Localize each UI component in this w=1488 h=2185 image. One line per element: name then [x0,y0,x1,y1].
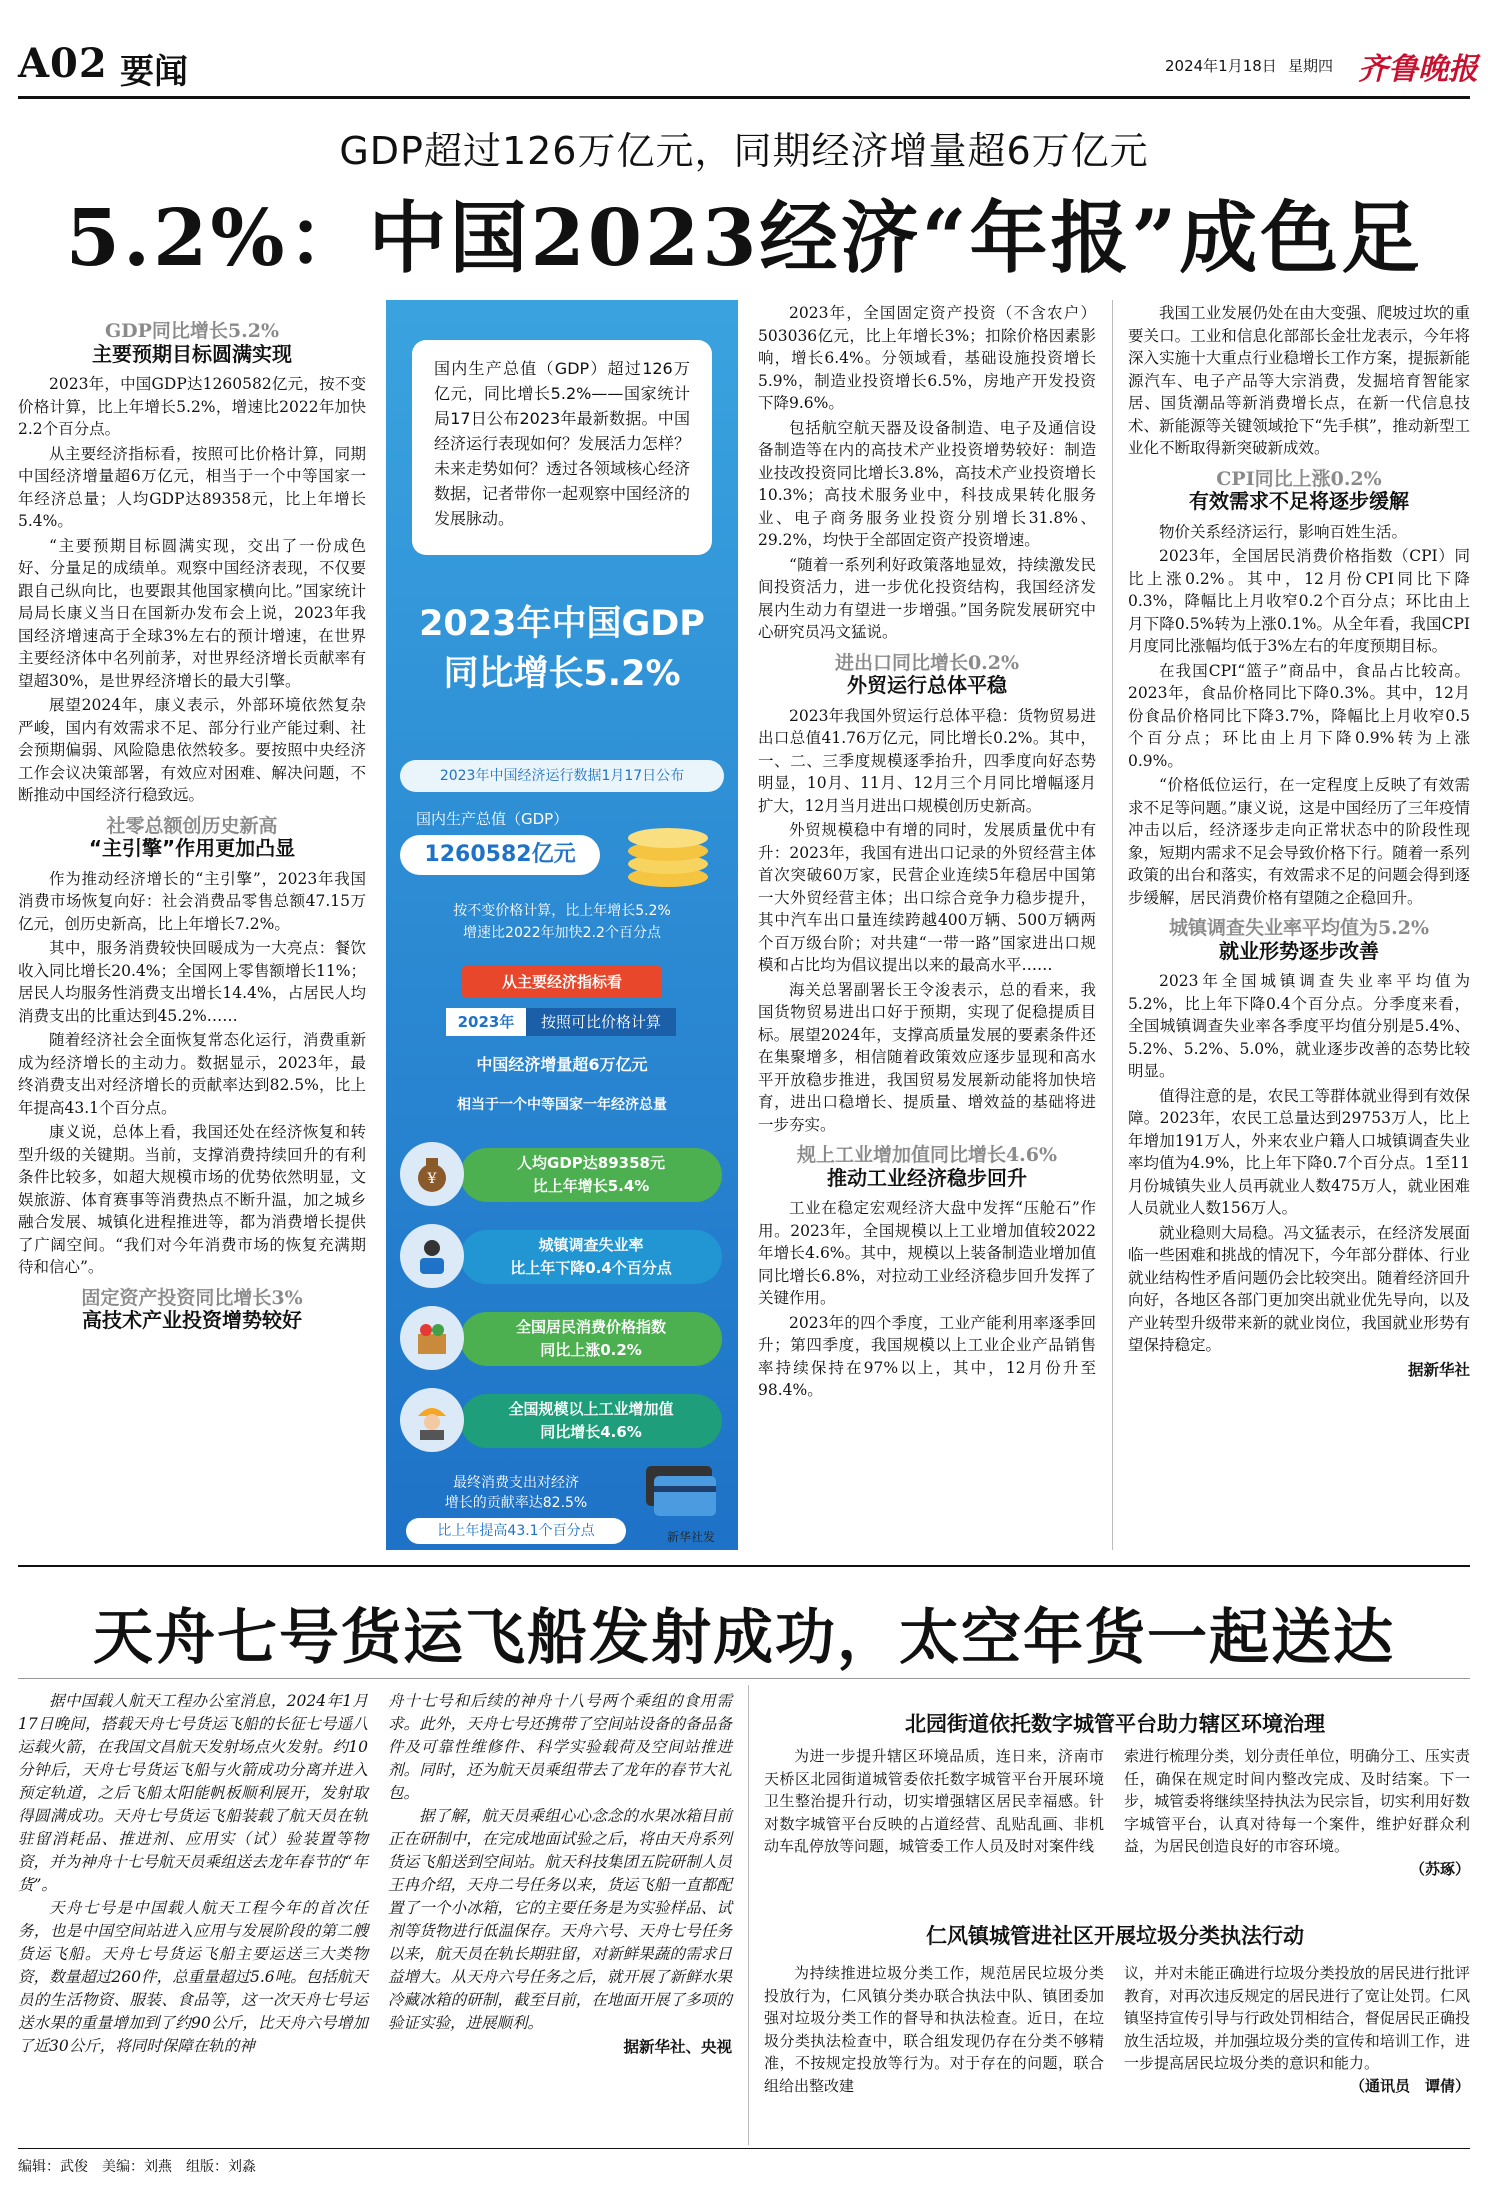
infographic-intro: 国内生产总值（GDP）超过126万亿元，同比增长5.2%——国家统计局17日公布2023年最新数据。中国经济运行表现如何？发展活力怎样？未来走势如何？透过各领域核心经济数据，记者带你一起观察中国经济的发展脉动。 [412,340,712,555]
stat-bar [460,1230,722,1284]
paragraph: 据中国载人航天工程办公室消息，2024年1月17日晚间，搭载天舟七号货运飞船的长征七号遥八运载火箭，在我国文昌航天发射场点火发射。约10分钟后，天舟七号货运飞船与火箭成功分离并进入预定轨道，之后飞船太阳能帆板顺利展开，发射取得圆满成功。天舟七号货运飞船装载了航天员在轨驻留消耗品、推进剂、应用实（试）验装置等物资，并为神舟十七号航天员乘组送去龙年春节的“年货”。 [18,1692,368,1894]
paragraph: 其中，服务消费较快回暖成为一大亮点：餐饮收入同比增长20.4%；全国网上零售额增长11%；居民人均服务性消费支出增长14.4%，占居民人均消费支出的比重达到45.2%…… [18,939,366,1025]
footer-rule [18,2148,1470,2149]
article-credit: 据新华社 [1407,1359,1470,1379]
paragraph: 为进一步提升辖区环境品质，连日来，济南市天桥区北园街道城管委依托数字城管平台开展环境卫生整治提升行动，切实增强辖区居民幸福感。针对数字城管平台反映的占道经营、乱贴乱画、非机动车乱停放等问题，城管委工作人员及时对案件线 [764,1747,1104,1855]
stat-unemployment [400,1220,724,1292]
stat-line-2: 比上年下降0.4个百分点 [510,1259,672,1277]
news-column [764,1745,1104,1858]
issue-date: 2024年1月18日 [1165,57,1277,75]
stat-bar [460,1148,722,1202]
engineer-icon [400,1388,464,1452]
paragraph: “随着一系列利好政策落地显效，持续激发民间投资活力，进一步优化投资结构，我国经济发展内生动力有望进一步增强。”国务院发展研究中心研究员冯文猛说。 [758,555,1096,641]
paragraph: 议，并对未能正确进行垃圾分类投放的居民进行批评教育，对再次违反规定的居民进行了宽让处罚。仁风镇坚持宣传引导与行政处罚相结合，督促居民正确投放生活垃圾，并加强垃圾分类的宣传和培训工作，进一步提高居民垃圾分类的意识和能力。 [1124,1964,1470,2072]
section-subhead: 外贸运行总体平稳 [847,673,1007,697]
coins-icon [618,812,718,896]
year-tag: 2023年 [446,1008,526,1036]
news-column [764,1962,1104,2097]
gdp-value: 1260582亿元 [400,835,600,875]
headline-subtitle: GDP超过126万亿元，同期经济增量超6万亿元 [339,129,1149,173]
gdp-note-2: 增速比2022年加快2.2个百分点 [463,925,661,941]
paragraph: 物价关系经济运行，影响百姓生活。 [1159,522,1408,541]
section-kicker: 规上工业增加值同比增长4.6% [796,1144,1058,1166]
stat-gdp-per-capita [400,1138,724,1210]
paragraph: 2023年的四个季度，工业产能利用率逐季回升；第四季度，我国规模以上工业企业产品销售率持续保持在97%以上，其中，12月份升至98.4%。 [758,1313,1096,1399]
stat-line-1: 城镇调查失业率 [538,1236,644,1254]
paragraph: 工业在稳定宏观经济大盘中发挥“压舱石”作用。2023年，全国规模以上工业增加值较2022年增长4.6%。其中，规模以上装备制造业增加值同比增长6.8%，对拉动工业经济稳步回升发挥了关键作用。 [758,1199,1096,1307]
infographic-title-line2: 同比增长5.2% [443,654,681,694]
stat-line-1: 全国规模以上工业增加值 [508,1400,674,1418]
gdp-label: 国内生产总值（GDP） [416,810,569,828]
headline-main: 5.2%：中国2023经济“年报”成色足 [65,193,1423,284]
bottom-line-1: 最终消费支出对经济 [453,1475,579,1491]
paragraph: 2023年我国外贸运行总体平稳：货物贸易进出口总值41.76万亿元，同比增长0.2%。其中，一、二、三季度规模逐季抬升，四季度向好态势明显，10月、11月、12月三个月同比增幅逐月扩大，12月当月进出口规模创历史新高。 [758,706,1096,815]
stat-line-2: 同比增长4.6% [540,1423,642,1441]
stat-line-2: 比上年增长5.4% [532,1177,650,1195]
paragraph: 据了解，航天员乘组心心念念的水果冰箱目前正在研制中，在完成地面试验之后，将由天舟系列货运飞船送到空间站。航天科技集团五院研制人员王冉介绍，天舟二号任务以来，货运飞船一直都配置了一个小冰箱，它的主要任务是为实验样品、试剂等货物进行低温保存。天舟六号、天舟七号任务以来，航天员在轨长期驻留，对新鲜果蔬的需求日益增大。从天舟六号任务之后，就开展了新鲜水果冷藏冰箱的研制，截至目前，在地面开展了多项的验证实验，进展顺利。 [388,1807,732,2032]
section-kicker: CPI同比上涨0.2% [1216,467,1382,490]
section-kicker: 社零总额创历史新高 [106,814,278,837]
paragraph: 2023年，全国居民消费价格指数（CPI）同比上涨0.2%。其中，12月份CPI同比下降0.3%，降幅比上月收窄0.2个百分点；环比由上月下降0.5%转为上涨0.1%。从全年看，我国CPI月度同比涨幅均低于3%左右的年度预期目标。 [1128,547,1470,655]
infographic-credit: 新华社发 [666,1530,715,1544]
paragraph: 我国工业发展仍处在由大变强、爬坡过坎的重要关口。工业和信息化部部长金壮龙表示，今年将深入实施十大重点行业稳增长工作方案，提振新能源汽车、电子产品等大宗消费，发掘培育智能家居、国货潮品等新消费增长点，在新一代信息技术、新能源等关键领域抢下“先手棋”，推动新型工业化不断取得新突破新成效。 [1128,304,1470,457]
page-footer: 编辑：武俊 美编：刘燕 组版：刘淼 [18,2159,256,2175]
section-kicker: GDP同比增长5.2% [104,320,280,342]
section-kicker: 城镇调查失业率平均值为5.2% [1168,917,1430,939]
economic-increase: 中国经济增量超6万亿元 [476,1055,648,1074]
paragraph: 就业稳则大局稳。冯文猛表示，在经济发展面临一些困难和挑战的情况下，今年部分群体、行业就业结构性矛盾问题仍会比较突出。随着经济回升向好，各地区各部门更加突出就业优先导向，以及产业转型升级带来新的就业岗位，我国就业形势有望保持稳定。 [1128,1223,1470,1354]
stat-bar [460,1312,722,1366]
paragraph: 天舟七号是中国载人航天工程今年的首次任务，也是中国空间站进入应用与发展阶段的第二艘货运飞船。天舟七号货运飞船主要运送三大类物资，数量超过260件，总重量超过5.6吨。包括航天员的生活物资、服装、食品等，这一次天舟七号运送水果的重量增加到了约90公斤，比天舟六号增加了近30公斤，将同时保障在轨的神 [18,1899,368,2055]
page-number: A02 [18,40,108,87]
section-rule [18,1565,1470,1567]
section-subhead: 主要预期目标圆满实现 [92,341,292,366]
paragraph: 索进行梳理分类，划分责任单位，明确分工、压实责任，确保在规定时间内整改完成、及时结案。下一步，城管委将继续坚持执法为民宗旨，切实利用好数字城管平台，认真对待每一个案件，维护好群众利益，为居民创造良好的市容环境。 [1124,1747,1470,1855]
section-subhead: 有效需求不足将逐步缓解 [1189,489,1409,513]
paragraph: 值得注意的是，农民工等群体就业得到有效保障。2023年，农民工总量达到29753万人，比上年增加191万人，外来农业户籍人口城镇调查失业率均值为4.9%，比上年下降0.7个百分点。1至11月份城镇失业人员再就业人数475万人，就业困难人员就业人数156万人。 [1128,1086,1470,1217]
paragraph: 从主要经济指标看，按照可比价格计算，同期中国经济增量超6万亿元，相当于一个中等国家一年经济总量；人均GDP达89358元，比上年增长5.4%。 [18,444,366,530]
stat-bar [460,1394,722,1448]
calc-tag: 按照可比价格计算 [526,1008,676,1036]
section-kicker: 进出口同比增长0.2% [834,651,1020,674]
tianzhou-column-2 [388,1690,732,2058]
issue-weekday: 星期四 [1288,57,1334,75]
paragraph: 外贸规模稳中有增的同时，发展质量优中有升：2023年，我国有进出口记录的外贸经营主体首次突破60万家，民营企业连续5年稳居中国第一大外贸经营主体；出口综合竞争力稳步提升，其中汽车出口量连续跨越400万辆、500万辆两个百万级台阶；对共建“一带一路”国家进出口规模和占比均为倡议提出以来的最高水平…… [758,821,1096,974]
column-divider [748,1685,749,2145]
paragraph: 作为推动经济增长的“主引擎”，2023年我国消费市场恢复向好：社会消费品零售总额47.15万亿元，创历史新高，比上年增长7.2%。 [18,869,366,933]
paragraph: “主要预期目标圆满实现，交出了一份成色好、分量足的成绩单。观察中国经济表现，不仅要跟自己纵向比，也要跟其他国家横向比。”国家统计局局长康义当日在国新办发布会上说，2023年我国经济增速高于全球3%左右的预计增速，在世界主要经济体中名列前茅，对世界经济增长贡献率有望超30%，是世界经济增长的最大引擎。 [18,536,366,690]
grocery-icon [400,1306,464,1370]
money-bag-icon [400,1142,464,1206]
gdp-infographic [386,300,738,1550]
stat-cpi [400,1302,724,1374]
article-credit: （苏琢） [1409,1859,1470,1878]
svg-text:¥: ¥ [427,1171,437,1187]
column-divider [1112,300,1113,1550]
news-column [1124,1745,1470,1880]
tianzhou-column-1 [18,1690,368,2058]
news-title: 仁风镇城管进社区开展垃圾分类执法行动 [926,1924,1304,1948]
section-subhead: 就业形势逐步改善 [1219,938,1379,963]
article-credit: （通讯员 谭倩） [1349,2076,1470,2095]
stat-line-2: 同比上涨0.2% [540,1341,642,1359]
section-subhead: 高技术产业投资增势较好 [82,1308,302,1332]
paragraph: 2023年，全国固定资产投资（不含农户）503036亿元，比上年增长3%；扣除价格因素影响，增长6.4%。分领域看，基础设施投资增长5.9%，制造业投资增长6.5%，房地产开发投资下降9.6%。 [758,304,1096,412]
article-column-4 [1128,302,1470,1381]
top-rule [18,96,1470,99]
section-name: 要闻 [120,52,188,92]
paragraph: 展望2024年，康义表示，外部环境依然复杂严峻，国内有效需求不足、部分行业产能过剩、社会预期偏弱、风险隐患依然较多。要按照中央经济工作会议决策部署，有效应对困难、解决问题，不断推动中国经济行稳致远。 [18,696,366,804]
stat-line-1: 人均GDP达89358元 [517,1154,665,1172]
article-credit: 据新华社、央视 [623,2037,732,2056]
section-kicker: 固定资产投资同比增长3% [81,1286,303,1309]
paragraph: 包括航空航天器及设备制造、电子及通信设备制造等在内的高技术产业投资增势较好：制造业技改投资同比增长3.8%，高技术产业投资增长10.3%；高技术服务业中，科技成果转化服务业、电子商务服务业投资分别增长31.8%、29.2%，均快于全部固定资产投资增速。 [758,418,1096,549]
paragraph: 2023年，中国GDP达1260582亿元，按不变价格计算，比上年增长5.2%，增速比2022年加快2.2个百分点。 [18,375,366,438]
section-subhead: “主引擎”作用更加凸显 [88,836,296,860]
stat-line-1: 全国居民消费价格指数 [515,1318,666,1336]
paragraph: 在我国CPI“篮子”商品中，食品占比较高。2023年，食品价格同比下降0.3%。其中，12月份食品价格同比下降3.7%，降幅比上月收窄0.5个百分点；环比由上月下降0.9%转为上涨0.9%。 [1128,661,1470,770]
paper-logo: 齐鲁晚报 [1358,52,1478,87]
main-indicator-title: 从主要经济指标看 [462,966,662,998]
paragraph: 为持续推进垃圾分类工作，规范居民垃圾分类投放行为，仁风镇分类办联合执法中队、镇团委加强对垃圾分类工作的督导和执法检查。近日，在垃圾分类执法检查中，联合组发现仍存在分类不够精准，不按规定投放等行为。对于存在的问题，联合组给出整改建 [764,1964,1104,2095]
credit-card-icon [642,1460,722,1524]
paragraph: 舟十七号和后续的神舟十八号两个乘组的食用需求。此外，天舟七号还携带了空间站设备的备品备件及可靠性维修件、科学实验载荷及空间站推进剂。同时，还为航天员乘组带去了龙年的春节大礼包。 [388,1692,732,1802]
gdp-note-1: 按不变价格计算，比上年增长5.2% [453,903,671,919]
paragraph: 海关总署副署长王令浚表示，总的看来，我国货物贸易进出口好于预期，实现了促稳提质目标。展望2024年，支撑高质量发展的要素条件还在集聚增多，相信随着政策效应逐步显现和高水平开放稳步推进，我国贸易发展新动能将加快培育，进出口稳增长、提质量、增效益的基础将进一步夯实。 [758,980,1096,1134]
paragraph: 康义说，总体上看，我国还处在经济恢复和转型升级的关键期。当前，支撑消费持续回升的有利条件比较多，如超大规模市场的优势依然明显，文娱旅游、体育赛事等消费热点不断升温，加之城乡融合发展、城镇化进程推进等，都为消费增长提供了广阔空间。“我们对今年消费市场的恢复充满期待和信心”。 [18,1123,366,1276]
stat-industry [400,1384,724,1456]
section-subhead: 推动工业经济稳步回升 [827,1165,1027,1190]
equivalent-note: 相当于一个中等国家一年经济总量 [457,1097,667,1113]
article-column-3 [758,302,1096,1404]
release-date: 2023年中国经济运行数据1月17日公布 [400,760,724,792]
section-rule [18,1678,1470,1679]
news-column [1124,1962,1470,2097]
paragraph: 2023年全国城镇调查失业率平均值为5.2%，比上年下降0.4个百分点。分季度来看，全国城镇调查失业率各季度平均值分别是5.4%、5.2%、5.2%、5.0%，就业逐步改善的态势比较明显。 [1128,972,1470,1080]
paragraph: 随着经济社会全面恢复常态化运行，消费重新成为经济增长的主动力。数据显示，2023年，最终消费支出对经济增长的贡献率达到82.5%，比上年提高43.1个百分点。 [18,1031,366,1117]
bottom-line-2: 增长的贡献率达82.5% [444,1495,588,1511]
news-title: 北园街道依托数字城管平台助力辖区环境治理 [905,1712,1325,1736]
masthead [0,0,1488,100]
tianzhou-headline: 天舟七号货运飞船发射成功，太空年货一起送达 [93,1603,1395,1673]
paragraph: “价格低位运行，在一定程度上反映了有效需求不足等问题。”康义说，这是中国经历了三年疫情冲击以后，经济逐步走向正常状态中的阶段性现象，短期内需求不足会导致价格下行。随着一系列政策的出台和落实，有效需求不足的问题会得到逐步缓解，居民消费价格有望随之企稳回升。 [1128,776,1470,907]
bottom-line-3: 比上年提高43.1个百分点 [406,1518,626,1544]
infographic-title-line1: 2023年中国GDP [419,604,705,644]
article-column-1 [18,312,366,1340]
worker-icon [400,1224,464,1288]
